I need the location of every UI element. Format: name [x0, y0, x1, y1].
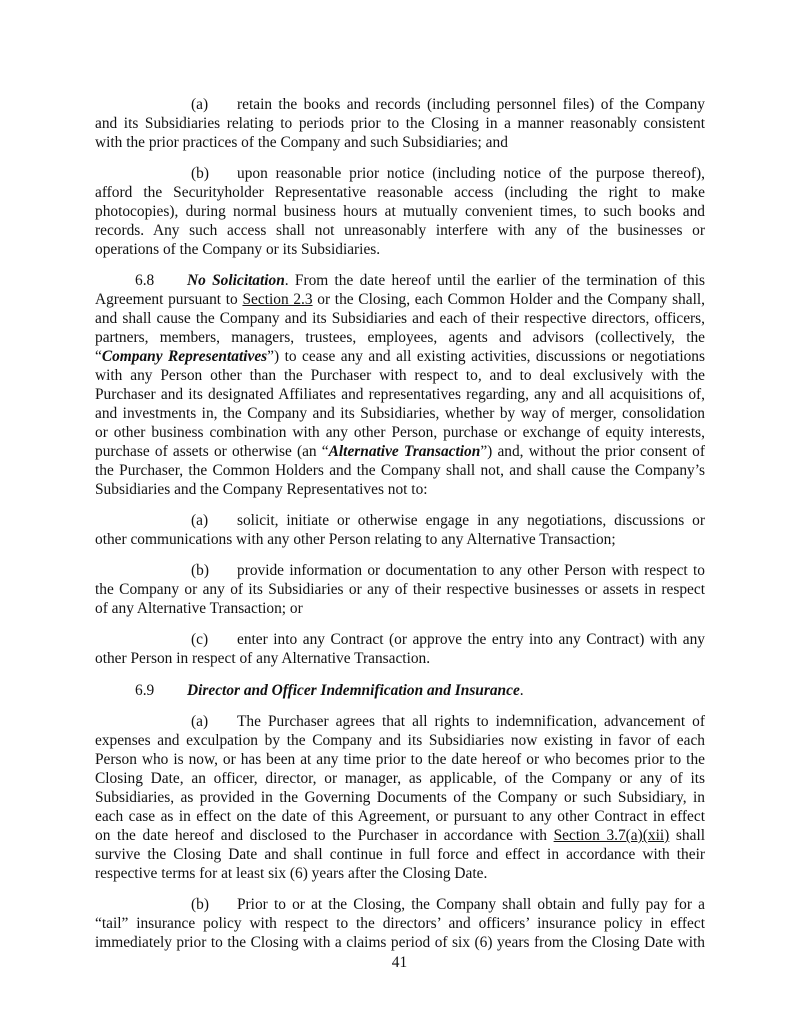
clause-label: (b): [191, 896, 209, 913]
clause-label: (c): [191, 631, 209, 648]
clause-label: (b): [191, 165, 209, 182]
clause-label: (a): [191, 96, 209, 113]
section-title: No Solicitation: [187, 272, 285, 289]
document-page: (a) retain the books and records (including personnel files) of the Company and its Subsidiaries relating to periods prior to the Closing in a manner reasonably consistent with the prior practices of the Company and such Subsidiaries; and (b) upon reasonable prior notice (including notice of the purpose thereof), afford the Securityholder Representative reasonable access (including the right to make photocopies), during normal business hours at mutually convenient times, to such books and records. Any such access shall not unreasonably interfere with any of the businesses or operations of the Company or its Subsidiaries. 6.8 No Solicitation. From the date hereof until the earlier of the termination of this Agreement pursuant to Section 2.3 or the Closing, each Common Holder and the Company shall, and shall cause the Company and its Subsidiaries and each of their respective directors, officers, partners, members, managers, trustees, employees, agents and advisors (collectively, the “Company Representatives”) to cease any and all existing activities, discussions or negotiations with any Person other than the Purchaser with respect to, and to deal exclusively with the Purchaser and its designated Affiliates and representatives regarding, any and all acquisitions of, and investments in, the Company and its Subsidiaries, whether by way of merger, consolidation or other business combination with any other Person, purchase or exchange of equity interests, purchase of assets or otherwise (an “Alternative Transaction”) and, without the prior consent of the Purchaser, the Common Holders and the Company shall not, and shall cause the Company’s Subsidiaries and the Company Representatives not to: (a) solicit, initiate or otherwise engage in any negotiations, discussions or other communications with any other Person relating to any Alternative Transaction; (b) provide information or documentation to any other Person with respect to the Company or any of its Subsidiaries or any of their respective businesses or assets in respect of any Alternative Transaction; or (c) enter into any Contract (or approve the entry into any Contract) with any other Person in respect of any Alternative Transaction. 6.9 Director and Officer Indemnification and Insurance. (a) The Purchaser agrees that all rights to indemnification, advancement of expenses and exculpation by the Company and its Subsidiaries now existing in favor of each Person who is now, or has been at any time prior to the date hereof or who becomes prior to the Closing Date, an officer, director, or manager, as applicable, of the Company or any of its Subsidiaries, as provided in the Governing Documents of the Company or such Subsidiary, in each case as in effect on the date of this Agreement, or pursuant to any other Contract in effect on the date hereof and disclosed to the Purchaser in accordance with Section 3.7(a)(xii) shall survive the Closing Date and shall continue in full force and effect in accordance with their respective terms for at least six (6) years after the Closing Date. (b) Prior to or at the Closing, the Company shall obtain and fully pay for a “tail” insurance policy with respect to the directors’ and officers’ insurance policy in effect immediately prior to the Closing with a claims period of six (6) years from the Closing Date with 41: [0, 0, 799, 1034]
page-number: 41: [391, 954, 408, 971]
clause-label: (b): [191, 562, 209, 579]
section-reference: Section 2.3: [242, 291, 313, 308]
section-title: Director and Officer Indemnification and Insurance: [187, 682, 520, 699]
defined-term: Alternative Transaction: [328, 443, 481, 460]
clause-label: (a): [191, 512, 209, 529]
section-number: 6.9: [135, 682, 155, 699]
clause-label: (a): [191, 713, 209, 730]
section-number: 6.8: [135, 272, 155, 289]
defined-term: Company Representatives: [101, 348, 268, 365]
section-reference: Section 3.7(a)(xii): [553, 827, 670, 844]
